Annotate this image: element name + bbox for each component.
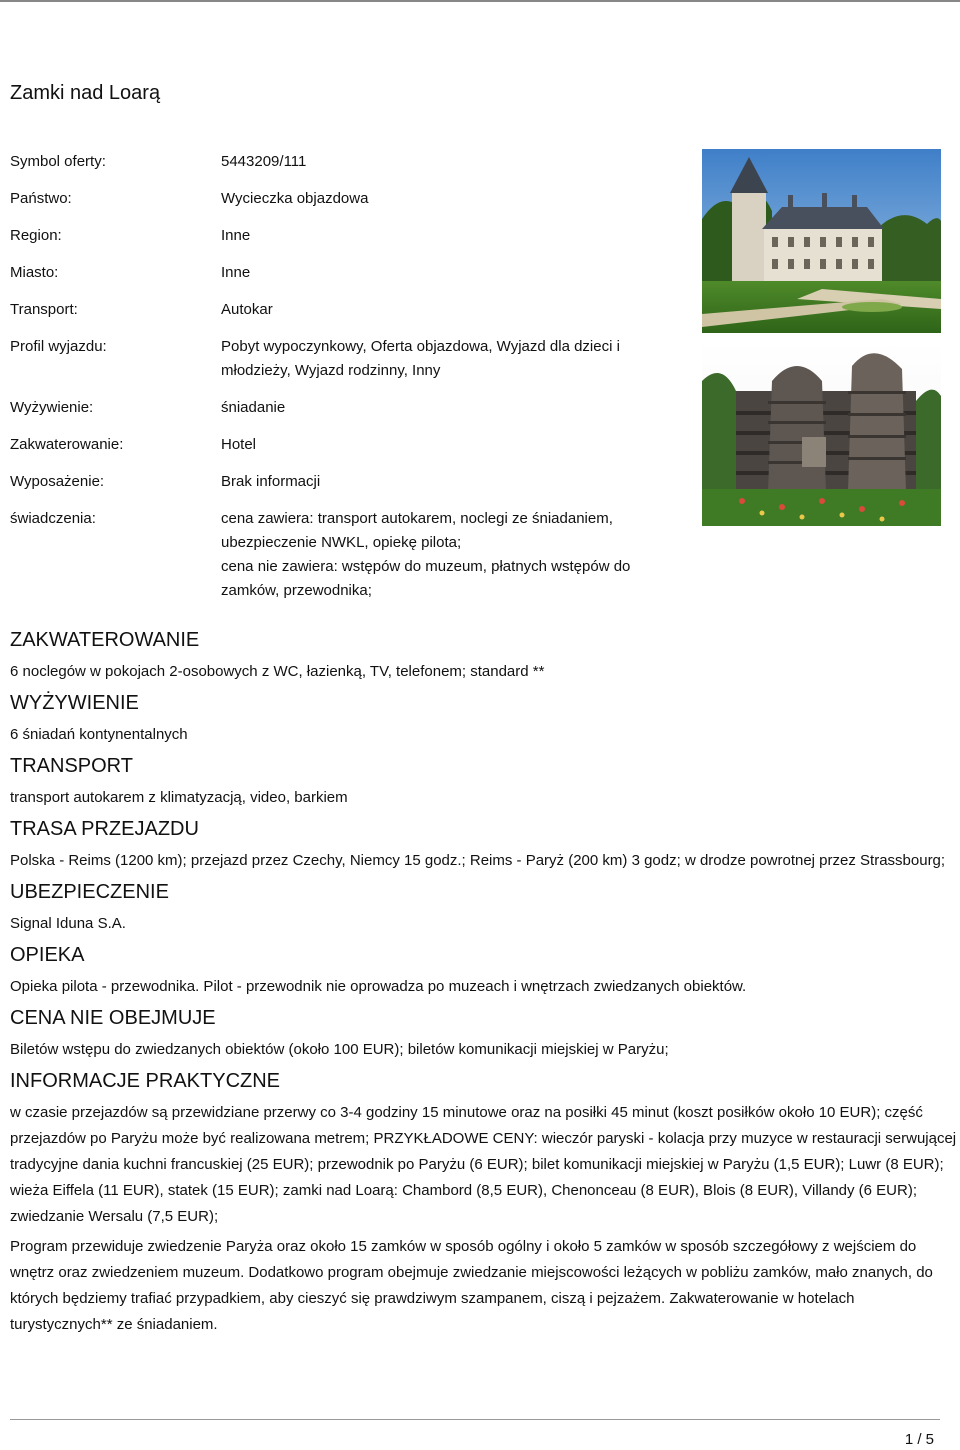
section-text: transport autokarem z klimatyzacją, video, barkiem xyxy=(10,789,348,806)
section-text: 6 śniadań kontynentalnych xyxy=(10,726,188,743)
section-text: Program przewiduje zwiedzenie Paryża oraz około 15 zamków w sposób ogólny i około 5 zamków w sposób szczegółowy z wejściem do wnętrz oraz zwiedzeniem muzeum. Dodatkowo program obejmuje zwiedzanie miejscowości leżących w pobliżu zamków, mało znanych, do których będziemy trafiać przypadkiem, aby cieszyć się prawdziwym szampanem, ciszą i pejzażem. Zakwaterowanie w hotelach turystycznych** ze śniadaniem. xyxy=(10,1238,933,1333)
offer-info-table xyxy=(10,150,690,616)
sections xyxy=(10,626,960,1342)
info-value: śniadanie xyxy=(221,399,286,416)
section-heading: TRASA PRZEJAZDU xyxy=(10,818,199,840)
page-number: 1 / 5 xyxy=(904,1431,934,1448)
page-title: Zamki nad Loarą xyxy=(10,82,161,104)
chenonceau-castle-photo xyxy=(702,149,941,333)
info-value: Wycieczka objazdowa xyxy=(221,190,369,207)
info-value: Inne xyxy=(221,227,251,244)
info-label: świadczenia: xyxy=(10,510,96,527)
info-value: Autokar xyxy=(221,301,273,318)
info-row xyxy=(10,150,690,174)
info-label: Państwo: xyxy=(10,190,72,207)
info-value: Brak informacji xyxy=(221,473,321,490)
section-heading: ZAKWATEROWANIE xyxy=(10,629,200,651)
info-value: Hotel xyxy=(221,436,257,453)
section-heading: TRANSPORT xyxy=(10,755,133,777)
angers-castle-photo xyxy=(702,341,941,526)
section-heading: OPIEKA xyxy=(10,944,85,966)
info-row xyxy=(10,335,690,383)
section-text: Opieka pilota - przewodnika. Pilot - przewodnik nie oprowadza po muzeach i wnętrzach zwiedzanych obiektów. xyxy=(10,978,747,995)
info-label: Zakwaterowanie: xyxy=(10,436,124,453)
info-row xyxy=(10,224,690,248)
info-label: Wyposażenie: xyxy=(10,473,105,490)
info-row xyxy=(10,261,690,285)
info-label: Wyżywienie: xyxy=(10,399,94,416)
info-label: Miasto: xyxy=(10,264,59,281)
section-text: Signal Iduna S.A. xyxy=(10,915,126,932)
info-row xyxy=(10,470,690,494)
info-label: Transport: xyxy=(10,301,78,318)
info-row xyxy=(10,298,690,322)
info-label: Symbol oferty: xyxy=(10,153,106,170)
photo-column xyxy=(702,149,941,534)
info-value: 5443209/111 xyxy=(221,153,307,170)
info-row xyxy=(10,433,690,457)
section-heading: CENA NIE OBEJMUJE xyxy=(10,1007,216,1029)
section-text: Biletów wstępu do zwiedzanych obiektów (około 100 EUR); biletów komunikacji miejskiej w Paryżu; xyxy=(10,1041,669,1058)
top-rule xyxy=(0,0,960,2)
section-heading: INFORMACJE PRAKTYCZNE xyxy=(10,1070,281,1092)
section-text: Polska - Reims (1200 km); przejazd przez Czechy, Niemcy 15 godz.; Reims - Paryż (200 km) 3 godz; w drodze powrotnej przez Strassbourg; xyxy=(10,852,946,869)
section-text: 6 noclegów w pokojach 2-osobowych z WC, łazienką, TV, telefonem; standard ** xyxy=(10,663,545,680)
info-label: Profil wyjazdu: xyxy=(10,338,107,355)
section-heading: WYŻYWIENIE xyxy=(10,692,139,714)
info-value: Inne xyxy=(221,264,251,281)
section-heading: UBEZPIECZENIE xyxy=(10,881,169,903)
info-label: Region: xyxy=(10,227,62,244)
info-row xyxy=(10,507,690,603)
info-value: Pobyt wypoczynkowy, Oferta objazdowa, Wyjazd dla dzieci i młodzieży, Wyjazd rodzinny, Inny xyxy=(221,338,620,379)
info-row xyxy=(10,187,690,211)
section-text: w czasie przejazdów są przewidziane przerwy co 3-4 godziny 15 minutowe oraz na posiłki 45 minut (koszt posiłków około 10 EUR); część przejazdów po Paryżu może być realizowana metrem; PRZYKŁADOWE CENY: wieczór paryski - kolacja przy muzyce w restauracji serwującej tradycyjne dania kuchni francuskiej (25 EUR); przewodnik po Paryżu (6 EUR); bilet komunikacji miejskiej w Paryżu (1,5 EUR); Luwr (8 EUR); wieża Eiffela (11 EUR), statek (15 EUR); zamki nad Loarą: Chambord (8,5 EUR), Chenonceau (8 EUR), Blois (8 EUR), Villandy (6 EUR); zwiedzanie Wersalu (7,5 EUR); xyxy=(10,1104,957,1225)
info-value: cena zawiera: transport autokarem, noclegi ze śniadaniem, ubezpieczenie NWKL, opiekę pilota; cena nie zawiera: wstępów do muzeum, płatnych wstępów do zamków, przewodnika; xyxy=(221,510,631,599)
footer-rule xyxy=(10,1419,940,1420)
info-row xyxy=(10,396,690,420)
